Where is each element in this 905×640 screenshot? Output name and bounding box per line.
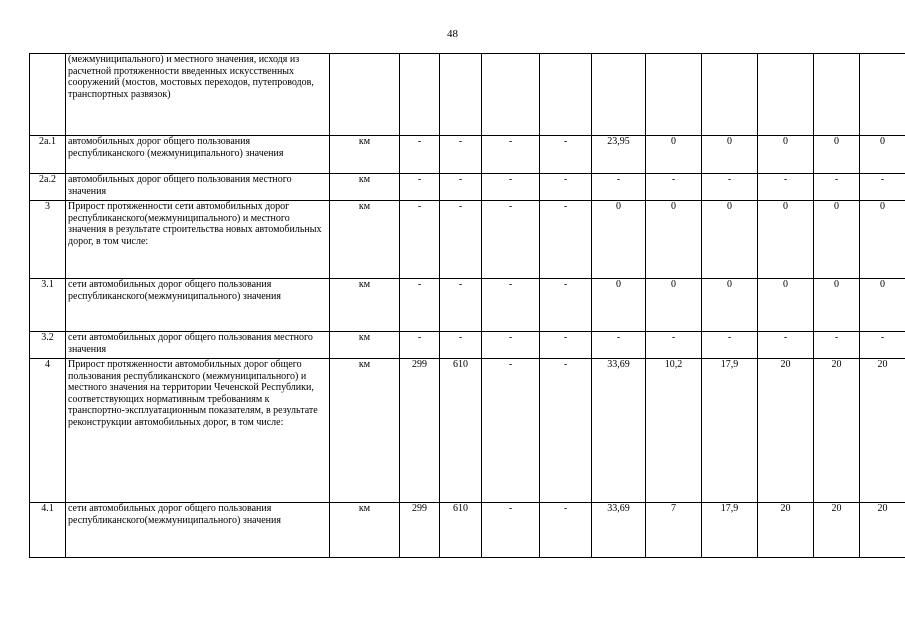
- row-description: сети автомобильных дорог общего пользования республиканского(межмуниципального) значения: [66, 503, 330, 558]
- row-unit: км: [330, 136, 400, 174]
- row-value: -: [440, 136, 482, 174]
- row-value: 0: [860, 136, 905, 174]
- row-value: [482, 54, 540, 136]
- row-value: 299: [400, 503, 440, 558]
- table-row: [30, 174, 905, 201]
- row-value: -: [482, 332, 540, 359]
- row-value: [814, 54, 860, 136]
- row-value: 20: [758, 503, 814, 558]
- row-unit: км: [330, 503, 400, 558]
- row-unit: км: [330, 174, 400, 201]
- row-value: 0: [646, 201, 702, 279]
- row-value: -: [646, 332, 702, 359]
- indicators-table: [29, 53, 905, 558]
- row-value: -: [440, 201, 482, 279]
- row-value: 0: [758, 279, 814, 332]
- row-value: 0: [860, 201, 905, 279]
- row-value: 0: [592, 201, 646, 279]
- row-description: сети автомобильных дорог общего пользования местного значения: [66, 332, 330, 359]
- row-value: 20: [758, 359, 814, 503]
- row-value: -: [400, 332, 440, 359]
- row-value: -: [758, 174, 814, 201]
- row-value: -: [482, 201, 540, 279]
- row-value: -: [400, 136, 440, 174]
- row-unit: км: [330, 359, 400, 503]
- row-value: 0: [758, 136, 814, 174]
- row-unit: [330, 54, 400, 136]
- row-value: 610: [440, 503, 482, 558]
- row-value: 0: [814, 136, 860, 174]
- row-value: -: [482, 279, 540, 332]
- row-value: 0: [702, 201, 758, 279]
- row-number: 3: [30, 201, 66, 279]
- row-value: -: [400, 201, 440, 279]
- row-value: -: [482, 503, 540, 558]
- row-description: Прирост протяженности автомобильных дорог общего пользования республиканского (межмуниципального) и местного значения на территории Чеченской Республики, соответствующих нормативным требованиям к транспортно-эксплуатационным показателям, в результате реконструкции автомобильных дорог, в том числе:: [66, 359, 330, 503]
- row-description: автомобильных дорог общего пользования местного значения: [66, 174, 330, 201]
- row-description: Прирост протяженности сети автомобильных дорог республиканского(межмуниципального) и местного значения в результате строительства новых автомобильных дорог, в том числе:: [66, 201, 330, 279]
- page-number: 48: [447, 28, 458, 40]
- row-number: 3.2: [30, 332, 66, 359]
- row-description: сети автомобильных дорог общего пользования республиканского(межмуниципального) значения: [66, 279, 330, 332]
- row-unit: км: [330, 332, 400, 359]
- row-value: [400, 54, 440, 136]
- row-value: 7: [646, 503, 702, 558]
- row-value: 0: [814, 201, 860, 279]
- row-value: -: [400, 279, 440, 332]
- table-row: [30, 136, 905, 174]
- row-value: 33,69: [592, 503, 646, 558]
- row-value: 20: [860, 359, 905, 503]
- row-value: [440, 54, 482, 136]
- row-value: -: [540, 359, 592, 503]
- row-value: 0: [646, 279, 702, 332]
- row-value: [592, 54, 646, 136]
- row-value: 23,95: [592, 136, 646, 174]
- row-value: 20: [814, 359, 860, 503]
- row-description: (межмуниципального) и местного значения, исходя из расчетной протяженности введенных искусственных сооружений (мостов, мостовых переходов, путепроводов, транспортных развязок): [66, 54, 330, 136]
- row-value: [860, 54, 905, 136]
- row-value: -: [540, 174, 592, 201]
- row-value: -: [646, 174, 702, 201]
- row-value: -: [540, 279, 592, 332]
- row-value: 0: [592, 279, 646, 332]
- row-number: [30, 54, 66, 136]
- row-value: -: [440, 279, 482, 332]
- row-number: 4.1: [30, 503, 66, 558]
- row-number: 4: [30, 359, 66, 503]
- row-value: -: [592, 332, 646, 359]
- row-value: -: [540, 332, 592, 359]
- row-number: 3.1: [30, 279, 66, 332]
- row-value: -: [814, 332, 860, 359]
- row-value: -: [440, 332, 482, 359]
- row-value: 299: [400, 359, 440, 503]
- row-value: 17,9: [702, 503, 758, 558]
- table-row: [30, 279, 905, 332]
- row-value: 17,9: [702, 359, 758, 503]
- row-value: 0: [814, 279, 860, 332]
- table-row: [30, 359, 905, 503]
- row-value: 20: [814, 503, 860, 558]
- row-value: -: [540, 503, 592, 558]
- row-unit: км: [330, 201, 400, 279]
- row-value: -: [702, 174, 758, 201]
- row-value: -: [440, 174, 482, 201]
- table-row: [30, 332, 905, 359]
- row-value: 0: [702, 136, 758, 174]
- row-value: -: [482, 174, 540, 201]
- row-value: [758, 54, 814, 136]
- row-value: [702, 54, 758, 136]
- row-value: -: [540, 136, 592, 174]
- row-value: 20: [860, 503, 905, 558]
- row-value: 610: [440, 359, 482, 503]
- row-value: -: [860, 174, 905, 201]
- row-number: 2а.2: [30, 174, 66, 201]
- row-value: 0: [860, 279, 905, 332]
- row-number: 2а.1: [30, 136, 66, 174]
- row-value: [646, 54, 702, 136]
- row-unit: км: [330, 279, 400, 332]
- row-value: -: [860, 332, 905, 359]
- row-value: -: [702, 332, 758, 359]
- row-value: -: [482, 136, 540, 174]
- row-value: 10,2: [646, 359, 702, 503]
- row-value: -: [400, 174, 440, 201]
- row-description: автомобильных дорог общего пользования республиканского (межмуниципального) значения: [66, 136, 330, 174]
- row-value: -: [814, 174, 860, 201]
- row-value: -: [540, 201, 592, 279]
- table-row: [30, 201, 905, 279]
- row-value: 33,69: [592, 359, 646, 503]
- table-row: [30, 54, 905, 136]
- row-value: [540, 54, 592, 136]
- row-value: 0: [646, 136, 702, 174]
- row-value: -: [758, 332, 814, 359]
- row-value: -: [592, 174, 646, 201]
- table-row: [30, 503, 905, 558]
- row-value: -: [482, 359, 540, 503]
- row-value: 0: [702, 279, 758, 332]
- row-value: 0: [758, 201, 814, 279]
